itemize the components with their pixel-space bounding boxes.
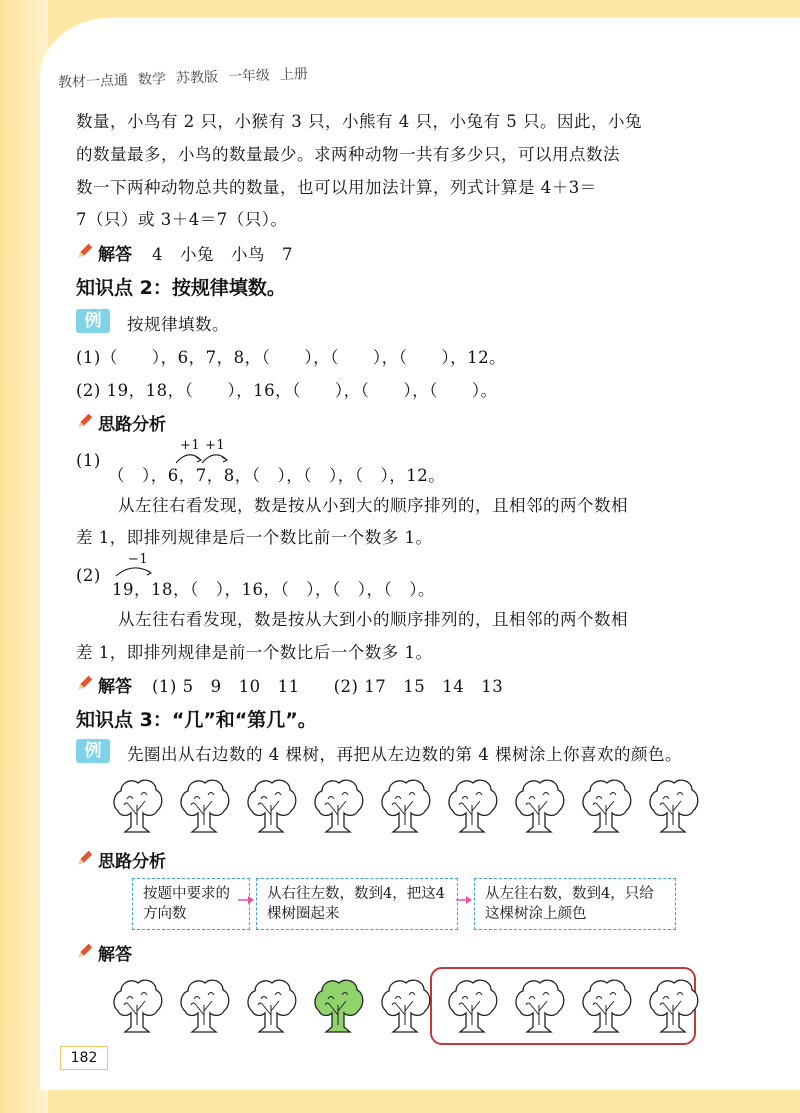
tree-icon [378, 775, 432, 839]
intro-line: 的数量最多，小鸟的数量最少。求两种动物一共有多少只，可以用点数法 [76, 145, 620, 164]
tree-icon [244, 775, 298, 839]
colored-tree-icon [311, 975, 365, 1039]
tree-icon [579, 975, 633, 1039]
answer-tag [76, 240, 132, 265]
tree-icon [177, 775, 231, 839]
tree-icon [512, 775, 566, 839]
example-badge: 例 [76, 739, 110, 763]
intro-line: 数一下两种动物总共的数量，也可以用加法计算，列式计算是 4＋3＝ [76, 178, 597, 197]
tree-row-question [110, 775, 700, 839]
pencil-icon [76, 674, 94, 692]
example-prompt: 先圈出从右边数的 4 棵树，再把从左边数的第 4 棵树涂上你喜欢的颜色。 [127, 745, 682, 764]
tree-icon [579, 775, 633, 839]
header-item: 一年级 [227, 67, 271, 86]
flow-arrow [456, 895, 474, 905]
question-line: (2) 19，18，（ ），16，（ ），（ ），（ ）。 [76, 381, 498, 400]
answer-label: 解答 [98, 677, 132, 697]
analysis-desc: 从左往右看发现，数是按从大到小的顺序排列的，且相邻的两个数相 [118, 610, 628, 629]
section-title: 知识点 3：“几”和“第几”。 [76, 709, 317, 731]
minus-one-mark: −1 [128, 552, 149, 567]
analysis-line: 19，18，（ ），16，（ ），（ ），（ ）。 [112, 580, 435, 599]
tree-icon [445, 775, 499, 839]
analysis-label: 思路分析 [98, 852, 166, 872]
header-item: 上册 [279, 66, 309, 84]
tree-icon [110, 975, 164, 1039]
plus-one-mark: +1 [205, 438, 226, 453]
tree-icon [378, 975, 432, 1039]
analysis-desc: 差 1，即排列规律是前一个数比后一个数多 1。 [76, 643, 433, 662]
analysis-tag [76, 847, 166, 872]
answer-label: 解答 [98, 245, 132, 265]
tree-icon [177, 975, 231, 1039]
answer-text: (1) 5 9 10 11 (2) 17 15 14 13 [152, 677, 504, 696]
header-item: 苏教版 [175, 69, 219, 87]
analysis-label: 思路分析 [98, 415, 166, 435]
page-number: 182 [60, 1046, 108, 1070]
pencil-icon [76, 412, 94, 430]
answer-tag [76, 672, 132, 697]
analysis-line: （ ），6，7，8，（ ），（ ），（ ），12。 [108, 466, 446, 485]
intro-line: 数量，小鸟有 2 只，小猴有 3 只，小熊有 4 只，小兔有 5 只。因此，小兔 [76, 112, 642, 131]
flow-arrow [238, 895, 256, 905]
intro-line: 7（只）或 3＋4＝7（只）。 [76, 210, 288, 229]
header-item: 数学 [137, 71, 167, 89]
plus-one-mark: +1 [180, 438, 201, 453]
flow-step: 从左往右数，数到4，只给这棵树涂上颜色 [474, 878, 676, 930]
tree-icon [244, 975, 298, 1039]
tree-icon [110, 775, 164, 839]
analysis-desc: 从左往右看发现，数是按从小到大的顺序排列的，且相邻的两个数相 [118, 496, 628, 515]
section-title: 知识点 2：按规律填数。 [76, 277, 286, 299]
flow-step: 从右往左数，数到4，把这4棵树圈起来 [256, 878, 458, 930]
tree-icon [445, 975, 499, 1039]
pencil-icon [76, 242, 94, 260]
tree-icon [646, 975, 700, 1039]
example-prompt: 按规律填数。 [127, 315, 229, 334]
analysis-desc: 差 1，即排列规律是后一个数比前一个数多 1。 [76, 528, 433, 547]
answer-text: 4 小兔 小鸟 7 [152, 245, 293, 264]
header-item: 教材一点通 [57, 72, 129, 91]
flow-step: 按题中要求的方向数 [132, 878, 250, 930]
tree-icon [646, 775, 700, 839]
example-badge: 例 [76, 309, 110, 333]
answer-label: 解答 [98, 945, 132, 965]
analysis-num: (2) [76, 566, 101, 585]
tree-row-answer [110, 975, 700, 1039]
pencil-icon [76, 942, 94, 960]
tree-icon [311, 775, 365, 839]
pencil-icon [76, 849, 94, 867]
question-line: (1)（ ），6，7，8，（ ），（ ），（ ），12。 [76, 348, 507, 367]
tree-icon [512, 975, 566, 1039]
analysis-num: (1) [76, 451, 101, 470]
answer-tag [76, 940, 132, 965]
analysis-tag [76, 410, 166, 435]
